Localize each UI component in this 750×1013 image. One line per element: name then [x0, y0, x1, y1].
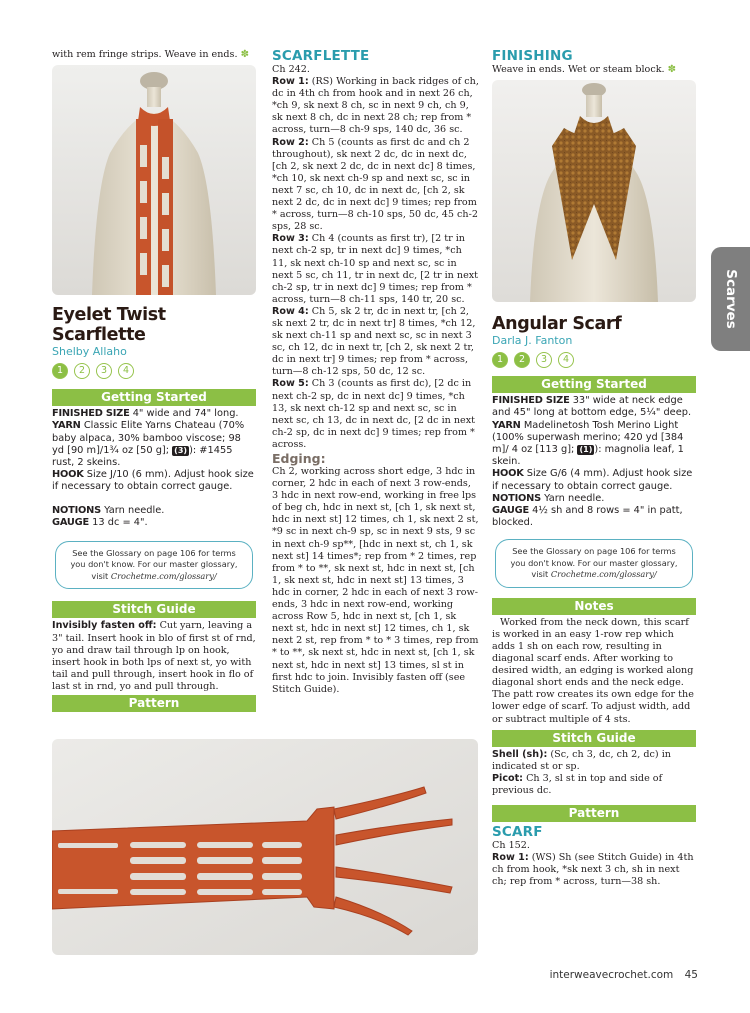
row-instruction-1: Row 1: (RS) Working in back ridges of ch, dc in 4th ch from hook and in next 26 ch, *ch 9, sk next 8 ch, sc in next 9 ch, ch 9, sk next 8 ch, dc in next 28 ch; rep from * across, turn—8 ch-9 sps, 140 dc, 36 sc.	[272, 76, 479, 136]
intro-text	[52, 49, 256, 61]
scarf-row-1: Row 1: (WS) Sh (see Stitch Guide) in 4th ch from hook, *sk next 3 ch, sh in next ch; rep from * across, turn—38 sh.	[492, 852, 694, 888]
designer-name-2: Darla J. Fanton	[492, 334, 573, 348]
yarn-info: YARN Classic Elite Yarns Chateau (70% baby alpaca, 30% bamboo viscose; 98 yd [90 m]/1¾ oz [50 g]; (3) ): #1455 rust, 2 skeins.	[52, 420, 245, 468]
hook-info: HOOK Size J/10 (6 mm). Adjust hook size if necessary to obtain correct gauge.	[52, 469, 254, 493]
column-left	[52, 49, 256, 712]
skill-level-1: 1	[52, 363, 68, 379]
getting-started-bar: Getting Started	[52, 389, 256, 406]
footer-site: interweavecrochet.com	[549, 969, 674, 981]
pattern-bar-2: Pattern	[492, 805, 696, 822]
finishing-heading: FINISHING	[492, 48, 573, 64]
scarflette-photo	[52, 65, 256, 295]
scarflette-detail-photo	[52, 739, 478, 955]
scarflette-detail-illustration	[52, 739, 478, 955]
intro-sentence: with rem fringe strips. Weave in ends.	[52, 49, 238, 60]
notes-bar: Notes	[492, 598, 696, 615]
gauge-info: GAUGE 13 dc = 4".	[52, 516, 148, 528]
row-instruction-5: Row 5: Ch 3 (counts as first dc), [2 dc in next ch-2 sp, dc in next dc] 9 times, *ch 13, sk next ch-12 sp and next sc, sc in next sc, ch 13, dc in next dc, [2 dc in next ch-2 sp, dc in next dc] 9 times; rep from * across.	[272, 378, 476, 450]
finished-size: FINISHED SIZE 33" wide at neck edge and 45" long at bottom edge, 5¼" deep.	[492, 395, 692, 419]
flower-bullet-icon: ✽	[667, 64, 677, 75]
yarn-weight-icon: (3)	[174, 445, 188, 455]
flower-bullet-icon: ✽	[240, 49, 249, 60]
pattern-bar: Pattern	[52, 695, 256, 712]
glossary-link[interactable]: Crochetme.com/glossary/	[110, 570, 217, 581]
foundation-chain: Ch 242.	[272, 64, 310, 75]
glossary-note: See the Glossary on page 106 for terms you don't know. For our master glossary, visit Crochetme.com/glossary/	[55, 541, 253, 590]
pattern-title: Eyelet Twist Scarflette	[52, 305, 166, 346]
mannequin-scarflette-illustration	[52, 65, 256, 295]
scarf-foundation-chain: Ch 152.	[492, 840, 530, 852]
row-instruction-3: Row 3: Ch 4 (counts as first tr), [2 tr in next ch-2 sp, tr in next dc] 9 times, *ch 11, sk next ch-10 sp and next sc, sc in next 5 sc, ch 11, tr in next dc, [2 tr in next ch-2 sp, tr in next dc] 9 times; rep from * across, turn—8 ch-11 sps, 140 tr, 20 sc.	[272, 233, 479, 305]
mannequin-angular-scarf-illustration	[492, 80, 696, 302]
materials-block-2	[492, 395, 696, 529]
finished-size: FINISHED SIZE 4" wide and 74" long.	[52, 408, 239, 420]
page-number: 45	[684, 969, 698, 981]
edging-heading: Edging:	[272, 451, 326, 466]
shell-definition: Shell (sh): (Sc, ch 3, dc, ch 2, dc) in indicated st or sp.	[492, 748, 671, 772]
getting-started-bar-2: Getting Started	[492, 376, 696, 393]
scarflette-heading: SCARFLETTE	[272, 48, 370, 64]
stitch-guide-bar: Stitch Guide	[52, 601, 256, 618]
glossary-link-2[interactable]: Crochetme.com/glossary/	[550, 569, 657, 580]
picot-definition: Picot: Ch 3, sl st in top and side of previous dc.	[492, 772, 663, 796]
section-tab-label: Scarves	[722, 269, 739, 329]
notions-info: NOTIONS Yarn needle.	[52, 504, 165, 516]
page-footer	[550, 969, 698, 981]
stitch-guide-bar-2: Stitch Guide	[492, 730, 696, 747]
gauge-info: GAUGE 4½ sh and 8 rows = 4" in patt, blocked.	[492, 504, 683, 529]
skill-level-4: 4	[118, 363, 134, 379]
notions-info: NOTIONS Yarn needle.	[492, 492, 605, 504]
section-tab	[711, 247, 750, 351]
edging-text: Ch 2, working across short edge, 3 hdc in corner, 2 hdc in each of next 3 row-ends, 3 hdc in next row-end, working in free lps of beg ch, hdc in next st, [ch 1, sk next st, hdc in next st] 12 times, ch 1, sk next 2 st, *9 sc in next ch-9 sp, sc in next 9 sts, 9 sc in next ch-9 sp**, [hdc in next st, ch 1, sk next st] 14 times*; rep from * 2 times, rep from * to **, sk next st, hdc in next st, [ch 1, sk next st, hdc in next st] 13 times, 3 hdc in corner, 2 hdc in each of next 3 row-ends, 3 hdc in next row-end, working across Row 5, hdc in next st, [ch 1, sk next st, hdc in next st] 12 times, ch 1, sk next 2 st, rep from * to * 3 times, rep from * to **, sk next st, hdc in next st, [ch 1, sk next st, hdc in next st] 13 times, sl st in first hdc to join. Invisibly fasten off (see Stitch Guide).	[272, 466, 479, 695]
yarn-weight-icon: (1)	[579, 444, 593, 454]
scarf-heading: SCARF	[492, 824, 543, 841]
row-instruction-4: Row 4: Ch 5, sk 2 tr, dc in next tr, [ch 2, sk next 2 tr, dc in next tr] 8 times, *ch 12, sk next ch-11 sp and next sc, sc in next 3 sc, ch 12, dc in next tr, [ch 2, sk next 2 tr, dc in next tr] 9 times; rep from * across, turn—8 ch-12 sps, 50 dc, 12 sc.	[272, 305, 476, 378]
designer-name: Shelby Allaho	[52, 345, 127, 359]
skill-level-indicator	[52, 363, 256, 379]
row-instruction-2: Row 2: Ch 5 (counts as first dc and ch 2 throughout), sk next 2 dc, dc in next dc, [ch 2, sk next 2 dc, dc in next dc] 8 times, *ch 10, sk next ch-9 sp and next sc, sc in next 7 sc, ch 10, dc in next dc, [ch 2, sk next 2 dc, dc in next dc] 9 times; rep from * across, turn—8 ch-10 sps, 50 dc, 45 ch-2 sps, 28 sc.	[272, 136, 478, 233]
skill-level-indicator-2	[492, 352, 696, 368]
pattern-title-2: Angular Scarf	[492, 314, 622, 335]
skill-level-2: 2	[514, 352, 530, 368]
column-middle	[272, 49, 480, 696]
materials-block	[52, 408, 256, 529]
skill-level-3: 3	[96, 363, 112, 379]
notes-text: Worked from the neck down, this scarf is worked in an easy 1-row rep which adds 1 sh on each row, resulting in diagonal scarf ends. After working to desired width, an edging is worked along diagonal short ends and the neck edge. The patt row creates its own edge for the lower edge of scarf. To adjust width, add or subtract multiple of 4 sts.	[492, 616, 694, 725]
yarn-info: YARN Madelinetosh Tosh Merino Light (100% superwash merino; 420 yd [384 m]/ 4 oz [113 g]; (1) ): magnolia leaf, 1 skein.	[492, 419, 684, 468]
skill-level-4: 4	[558, 352, 574, 368]
finishing-text: Weave in ends. Wet or steam block. ✽	[492, 64, 677, 75]
angular-scarf-photo	[492, 80, 696, 302]
column-right	[492, 49, 696, 888]
hook-info: HOOK Size G/6 (4 mm). Adjust hook size if necessary to obtain correct gauge.	[492, 468, 693, 492]
glossary-note-2: See the Glossary on page 106 for terms you don't know. For our master glossary, visit Crochetme.com/glossary/	[495, 539, 693, 588]
invisibly-fasten-off: Invisibly fasten off: Cut yarn, leaving a 3" tail. Insert hook in blo of first st of rnd, yo and draw tail through lp on hook, insert hook in both lps of next st, yo with tail and pull through, insert hook in flo of last st in rnd, yo and pull through.	[52, 620, 256, 692]
skill-level-3: 3	[536, 352, 552, 368]
skill-level-1: 1	[492, 352, 508, 368]
skill-level-2: 2	[74, 363, 90, 379]
